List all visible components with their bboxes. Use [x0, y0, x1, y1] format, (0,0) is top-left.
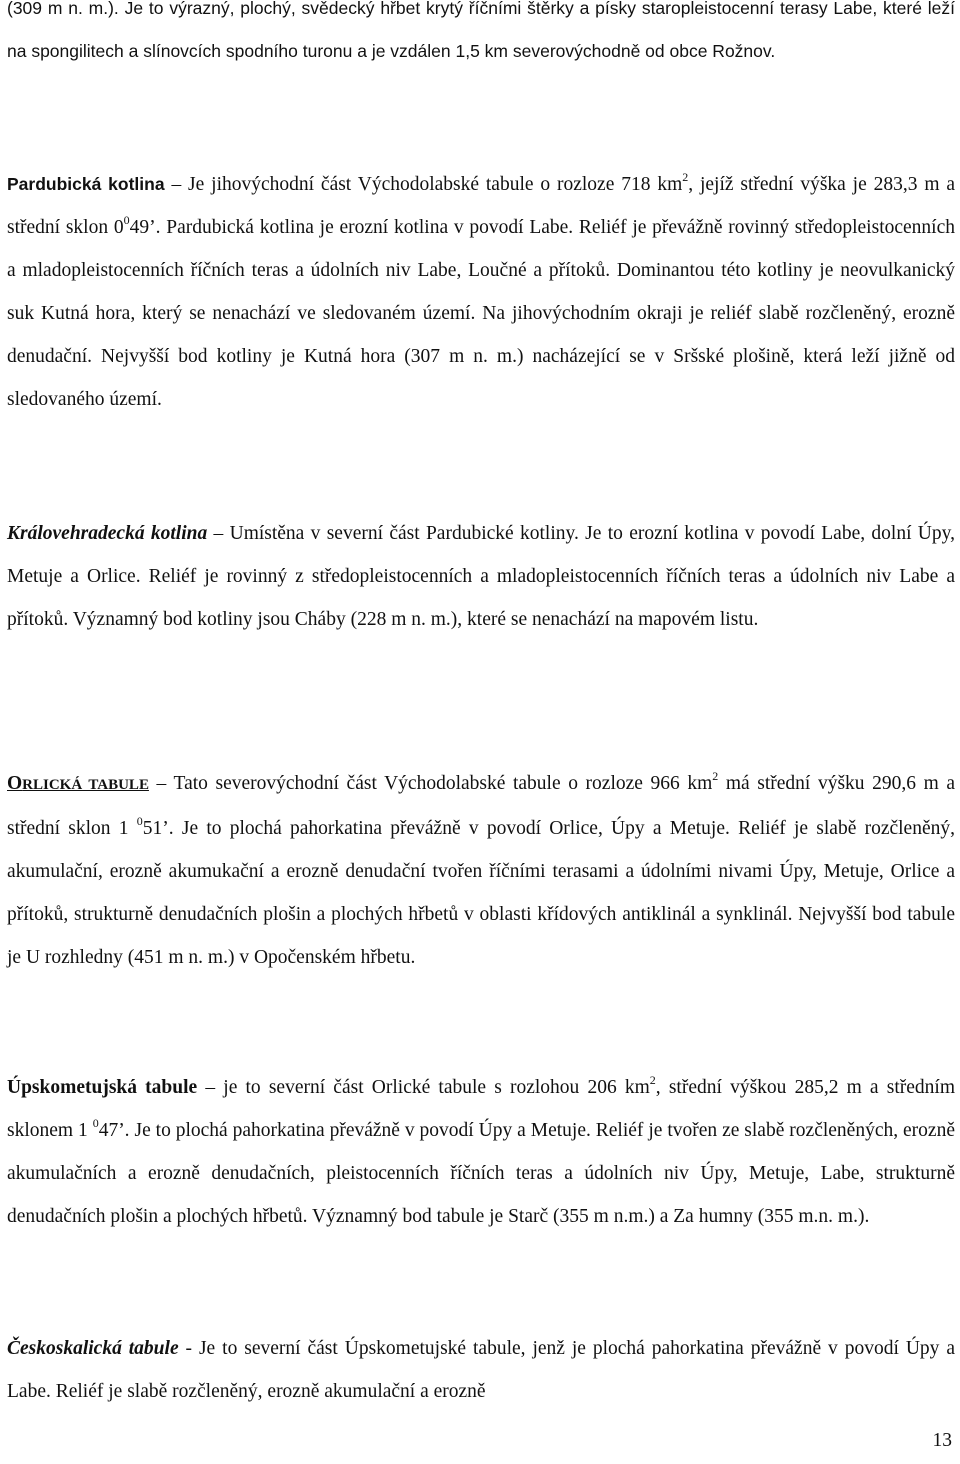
- paragraph-text: 51’. Je to plochá pahorkatina převážně v povodí Orlice, Úpy a Metuje. Reliéf je slabě rozčleněný, akumulační, erozně akumukační a erozně denudační tvořen říčními terasami a údolními nivami Úpy, Metuje, Orlice a přítoků, strukturně denudačních plošin a plochých hřbetů v oblasti křídových antiklinál a synklinál. Nejvyšší bod tabule je U rozhledny (451 m n. m.) v Opočenském hřbetu.: [7, 818, 955, 968]
- paragraph-orlicka-tabule: [7, 762, 955, 979]
- superscript: 2: [649, 1073, 656, 1087]
- section-heading: Českoskalická tabule: [7, 1338, 179, 1359]
- section-heading: [7, 773, 149, 794]
- paragraph-upskometujska-tabule: [7, 1066, 955, 1238]
- paragraph-text: – Umístěna v severní část Pardubické kotliny. Je to erozní kotlina v povodí Labe, dolní Úpy, Metuje a Orlice. Reliéf je rovinný z středopleistocenních a mladopleistocenních říčních teras a údolních niv Labe a přítoků. Významný bod kotliny jsou Cháby (228 m n. m.), které se nenachází na mapovém listu.: [7, 523, 955, 630]
- paragraph-pardubicka-kotlina: [7, 163, 955, 421]
- superscript: 2: [682, 170, 689, 184]
- paragraph-text: – Je jihovýchodní část Východolabské tabule o rozloze 718 km: [164, 174, 683, 195]
- paragraph-text: . Pardubická kotlina je erozní kotlina v povodí Labe. Reliéf je převážně rovinný středopleistocenních a mladopleistocenních říčních teras a údolních niv Labe, Loučné a přítoků. Dominantou této kotliny je neovulkanický suk Kutná hora, který se nenachází ve sledovaném území. Na jihovýchodním okraji je reliéf slabě rozčleněný, erozně denudační. Nejvyšší bod kotliny je Kutná hora (307 m n. m.) nacházející se v Sršské plošině, která leží jižně od sledovaného území.: [7, 217, 955, 410]
- paragraph-rozhnov: [7, 0, 955, 73]
- page-number: 13: [932, 1430, 952, 1451]
- paragraph-text: – je to severní část Orlické tabule s rozlohou 206 km: [197, 1077, 650, 1098]
- heading-initial: O: [7, 773, 23, 794]
- paragraph-kralovehradecka-kotlina: [7, 512, 955, 641]
- paragraph-text: - Je to severní část Úpskometujské tabule, jenž je plochá pahorkatina převážně v povodí Úpy a Labe. Reliéf je slabě rozčleněný, erozně akumulační a erozně: [7, 1338, 956, 1402]
- section-heading: Pardubická kotlina: [7, 174, 165, 194]
- superscript: 0: [92, 1116, 99, 1130]
- paragraph-text: (309 m n. m.). Je to výrazný, plochý, svědecký hřbet krytý říčními štěrky a písky staropleistocenní terasy Labe, které leží na spongilitech a slínovcích spodního turonu a je vzdálen 1,5 km severovýchodně od obce Rožnov.: [7, 0, 955, 61]
- paragraph-text: – Tato severovýchodní část Východolabské tabule o rozloze 966 km: [148, 773, 713, 794]
- superscript: 0: [123, 213, 130, 227]
- paragraph-text: 47’. Je to plochá pahorkatina převážně v povodí Úpy a Metuje. Reliéf je tvořen ze slabě rozčleněných, erozně akumulačních a erozně denudačních, pleistocenních říčních teras a údolních niv Úpy, Metuje, Labe, strukturně denudačních plošin a plochých hřbetů. Významný bod tabule je Starč (355 m n.m.) a Za humny (355 m.n. m.).: [7, 1120, 955, 1227]
- superscript: 2: [712, 769, 719, 783]
- section-heading: Královehradecká kotlina: [7, 523, 208, 544]
- paragraph-ceskoskalicka-tabule: [7, 1327, 955, 1413]
- heading-rest: RLICKÁ TABULE: [22, 777, 149, 793]
- paragraph-text: 49’: [129, 217, 156, 238]
- paragraph-text: , střední výškou 285,2 m a středním sklonem 1: [7, 1077, 955, 1141]
- paragraph-text: má střední výšku 290,6 m a střední sklon 1: [7, 773, 955, 839]
- section-heading: Úpskometujská tabule: [7, 1077, 198, 1098]
- paragraph-text: , jejíž střední výška je 283,3 m a střední sklon 0: [7, 174, 956, 238]
- superscript: 0: [136, 814, 143, 828]
